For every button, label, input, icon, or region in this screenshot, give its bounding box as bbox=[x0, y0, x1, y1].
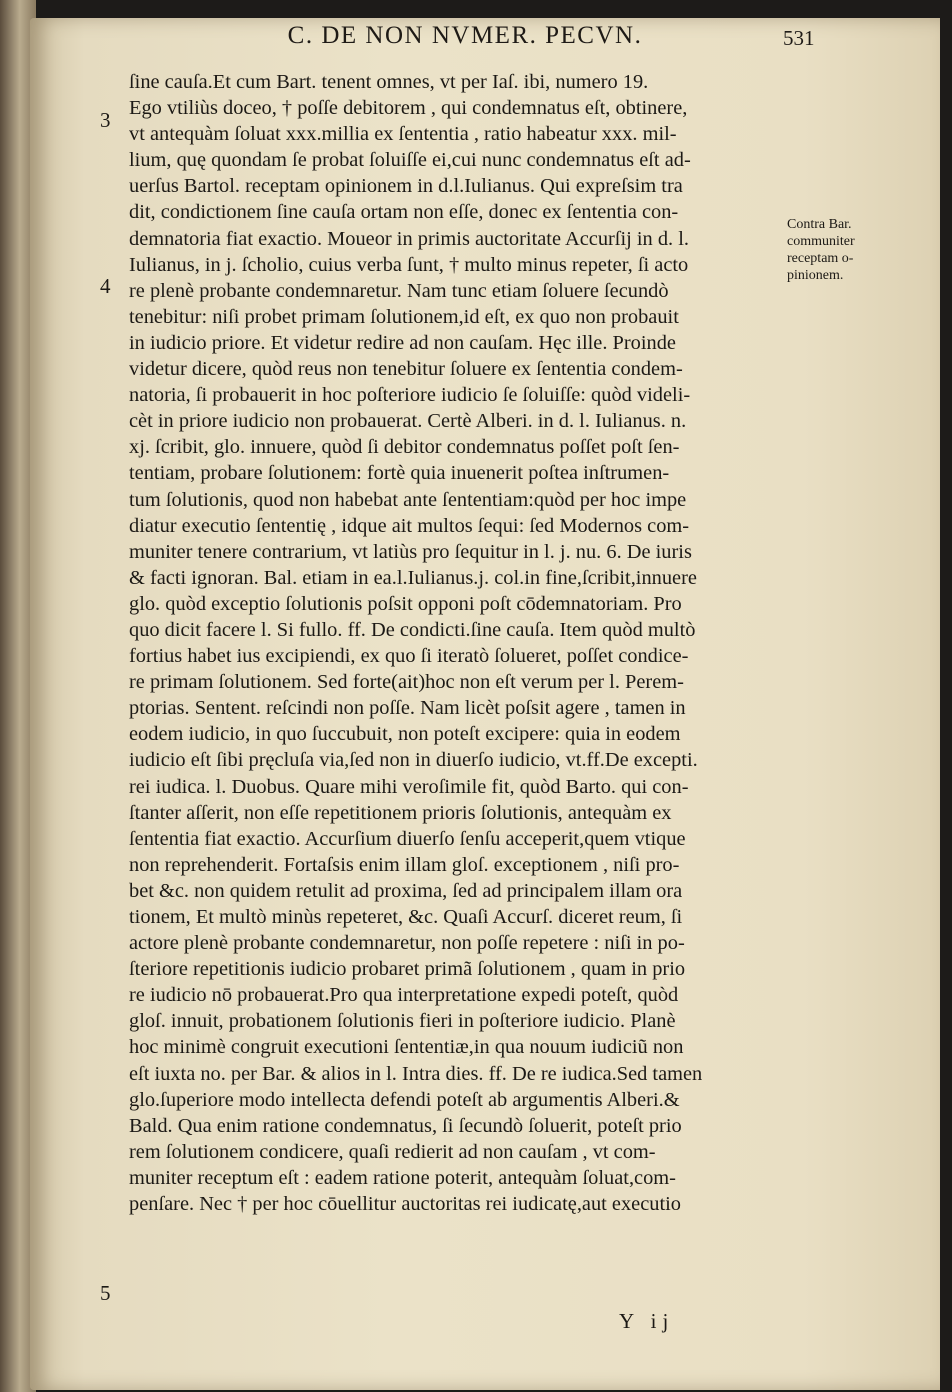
text-line bbox=[129, 1217, 781, 1243]
text-line: lium, quę quondam ſe probat ſoluiſſe ei,cui nunc condemnatus eſt ad- bbox=[129, 149, 691, 172]
text-line: eſt iuxta no. per Bar. & alios in l. Intra dies. ff. De re iudica.Sed tamen bbox=[129, 1062, 703, 1085]
text-line: xj. ſcribit, glo. innuere, quòd ſi debitor condemnatus poſſet poſt ſen- bbox=[129, 436, 680, 459]
margin-note-line: receptam o- bbox=[787, 251, 854, 266]
text-line: diatur executio ſententię , idque ait multos ſequi: ſed Modernos com- bbox=[129, 514, 690, 537]
text-line: iudicio eſt ſibi pręcluſa via,ſed non in diuerſo iudicio, vt.ff.De excepti. bbox=[129, 749, 698, 772]
margin-note-line: Contra Bar. bbox=[787, 217, 852, 232]
text-line: re iudicio nō probauerat.Pro qua interpretatione expedi poteſt, quòd bbox=[129, 984, 679, 1007]
text-line: hoc minimè congruit executioni ſententiæ,in qua nouum iudiciũ non bbox=[129, 1036, 684, 1059]
text-line: bet &c. non quidem retulit ad proxima, ſed ad principalem illam ora bbox=[129, 879, 683, 902]
text-line: re plenè probante condemnaretur. Nam tunc etiam ſoluere ſecundò bbox=[129, 279, 669, 302]
text-line: re primam ſolutionem. Sed forte(ait)hoc non eſt verum per l. Perem- bbox=[129, 671, 684, 694]
text-line: dit, condictionem ſine cauſa ortam non eſſe, donec ex ſententia con- bbox=[129, 201, 679, 224]
text-line: tionem, Et multò minùs repeteret, &c. Quaſi Accurſ. diceret reum, ſi bbox=[129, 906, 683, 928]
text-line: rei iudica. l. Duobus. Quare mihi veroſimile fit, quòd Barto. qui con- bbox=[129, 775, 689, 798]
text-line: tenebitur: niſi probet primam ſolutionem,id eſt, ex quo non probauit bbox=[129, 305, 679, 328]
text-line: Bald. Qua enim ratione condemnatus, ſi ſecundò ſoluerit, poteſt prio bbox=[129, 1114, 682, 1137]
text-line: videtur dicere, quòd reus non tenebitur ſoluere ex ſententia condem- bbox=[129, 358, 683, 381]
text-line: ptorias. Sentent. reſcindi non poſſe. Nam licèt poſsit agere , tamen in bbox=[129, 697, 686, 720]
margin-note bbox=[787, 216, 902, 284]
signature-mark: Y ij bbox=[619, 1309, 675, 1333]
text-line: ſine cauſa.Et cum Bart. tenent omnes, vt per Iaſ. ibi, numero 19. bbox=[129, 71, 649, 93]
margin-note-line: communiter bbox=[787, 234, 855, 249]
text-line: muniter tenere contrarium, vt latiùs pro ſequitur in l. j. nu. 6. De iuris bbox=[129, 540, 692, 563]
text-line: rem ſolutionem condicere, quaſi redierit ad non cauſam , vt com- bbox=[129, 1140, 656, 1163]
body-text bbox=[129, 69, 781, 1243]
text-line: actore plenè probante condemnaretur, non poſſe repetere : niſi in po- bbox=[129, 932, 685, 955]
line-number-5: 5 bbox=[100, 1281, 111, 1305]
text-line: ſteriore repetitionis iudicio probaret primã ſolutionem , quam in prio bbox=[129, 958, 686, 981]
text-line: eodem iudicio, in quo ſuccubuit, non poteſt excipere: quia in eodem bbox=[129, 723, 681, 746]
line-number-4: 4 bbox=[100, 274, 111, 298]
text-line: vt antequàm ſoluat xxx.millia ex ſententia , ratio habeatur xxx. mil- bbox=[129, 123, 677, 146]
text-line: uerſus Bartol. receptam opinionem in d.l.Iulianus. Qui expreſsim tra bbox=[129, 175, 683, 198]
text-line: tum ſolutionis, quod non habebat ante ſententiam:quòd per hoc impe bbox=[129, 488, 687, 511]
text-line: quo dicit facere l. Si fullo. ff. De condicti.ſine cauſa. Item quòd multò bbox=[129, 618, 696, 641]
text-line: natoria, ſi probauerit in hoc poſteriore iudicio ſe ſoluiſſe: quòd videli- bbox=[129, 384, 691, 407]
text-line: gloſ. innuit, probationem ſolutionis fieri in poſteriore iudicio. Planè bbox=[129, 1010, 676, 1033]
text-line: ſententia fiat exactio. Accurſium diuerſo ſenſu acceperit,quem vtique bbox=[129, 827, 686, 850]
running-title: C. DE NON NVMER. PECVN. bbox=[287, 22, 643, 49]
text-line: ſtanter aſſerit, non eſſe repetitionem prioris ſolutionis, antequàm ex bbox=[129, 801, 672, 824]
text-line: in iudicio priore. Et videtur redire ad non cauſam. Hęc ille. Proinde bbox=[129, 331, 676, 354]
text-line: demnatoria fiat exactio. Moueor in primis auctoritate Accurſij in d. l. bbox=[129, 227, 690, 250]
text-line: glo.ſuperiore modo intellecta defendi poteſt ab argumentis Alberi.& bbox=[129, 1088, 680, 1111]
text-line: Ego vtiliùs doceo, † poſſe debitorem , qui condemnatus eſt, obtinere, bbox=[129, 97, 688, 120]
text-line: glo. quòd exceptio ſolutionis poſsit opponi poſt cōdemnatoriam. Pro bbox=[129, 592, 682, 615]
text-line: non reprehenderit. Fortaſsis enim illam gloſ. exceptionem , niſi pro- bbox=[129, 853, 680, 876]
text-line: tentiam, probare ſolutionem: fortè quia inuenerit poſtea inſtrumen- bbox=[129, 462, 670, 485]
margin-note-line: pinionem. bbox=[787, 268, 844, 283]
text-line: fortius habet ius excipiendi, ex quo ſi iteratò ſolueret, poſſet condice- bbox=[129, 645, 689, 668]
line-number-3: 3 bbox=[100, 108, 111, 132]
text-line: muniter receptum eſt : eadem ratione poterit, antequàm ſoluat,com- bbox=[129, 1166, 676, 1189]
text-line: Iulianus, in j. ſcholio, cuius verba ſunt, † multo minus repeter, ſi acto bbox=[129, 253, 689, 276]
text-line: penſare. Nec † per hoc cōuellitur auctoritas rei iudicatę,aut executio bbox=[129, 1193, 681, 1216]
text-line: cèt in priore iudicio non probauerat. Certè Alberi. in d. l. Iulianus. n. bbox=[129, 410, 687, 433]
text-line: & facti ignoran. Bal. etiam in ea.l.Iulianus.j. col.in fine,ſcribit,innuere bbox=[129, 566, 697, 589]
page-number: 531 bbox=[783, 26, 815, 50]
